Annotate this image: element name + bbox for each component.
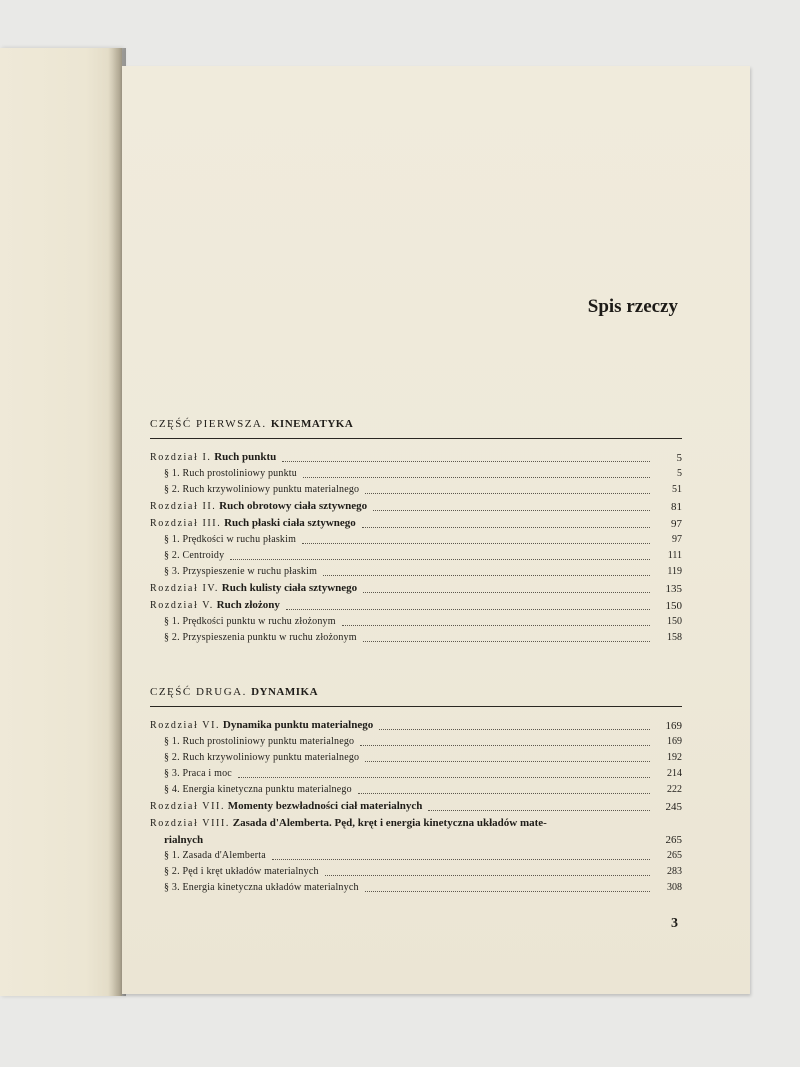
dot-leader	[230, 559, 650, 560]
page-ref: 51	[672, 484, 682, 495]
subsection-label: § 4. Energia kinetyczna punktu materialnego	[164, 784, 352, 795]
dot-leader	[363, 641, 650, 642]
page-ref: 222	[667, 784, 682, 795]
toc-subsection-row	[150, 563, 682, 579]
dot-leader	[286, 609, 650, 610]
subsection-label: § 2. Ruch krzywoliniowy punktu materialnego	[164, 752, 360, 763]
toc-subsection-row	[150, 863, 682, 879]
toc-list	[150, 717, 682, 895]
page-ref: 97	[672, 534, 682, 545]
page-number: 3	[671, 916, 678, 931]
chapter-title-continued: rialnych	[164, 834, 204, 846]
toc-subsection-row	[150, 879, 682, 895]
page-ref: 111	[667, 550, 682, 561]
toc-subsection-row	[150, 847, 682, 863]
subsection-label: § 2. Pęd i kręt układów materialnych	[164, 866, 319, 877]
toc-subsection-row	[150, 733, 682, 749]
subsection-label: § 1. Ruch prostoliniowy punktu materialnego	[164, 736, 355, 747]
page-ref: 81	[671, 501, 682, 513]
subsection-label: § 2. Ruch krzywoliniowy punktu materialnego	[164, 484, 360, 495]
chapter-prefix: Rozdział II.	[150, 501, 217, 512]
chapter-title: Ruch kulisty ciała sztywnego	[221, 582, 358, 594]
subsection-label: § 1. Ruch prostoliniowy punktu	[164, 468, 297, 479]
chapter-label	[150, 816, 547, 831]
toc-subsection-row	[150, 765, 682, 781]
dot-leader	[342, 625, 650, 626]
page-ref: 97	[671, 518, 682, 530]
chapter-label	[150, 499, 367, 514]
subsection-label: § 3. Przyspieszenie w ruchu płaskim	[164, 566, 318, 577]
toc-subsection-row	[150, 547, 682, 563]
page-title: Spis rzeczy	[587, 296, 678, 317]
subsection-label: § 1. Prędkości w ruchu płaskim	[164, 534, 297, 545]
dot-leader	[272, 859, 650, 860]
subsection-label: § 3. Energia kinetyczna układów materialnych	[164, 882, 359, 893]
chapter-title: Momenty bezwładności ciał materialnych	[227, 800, 423, 812]
chapter-prefix: Rozdział IV.	[150, 583, 220, 594]
subsection-label: § 2. Przyspieszenia punktu w ruchu złożonym	[164, 632, 357, 643]
toc-chapter-row-continued	[150, 831, 682, 847]
page-ref: 169	[667, 736, 682, 747]
toc-chapter-row	[150, 717, 682, 733]
page-ref: 5	[676, 452, 682, 464]
page-ref: 265	[667, 850, 682, 861]
chapter-title: Ruch złożony	[216, 599, 280, 611]
page-ref: 5	[677, 468, 682, 479]
toc-subsection-row	[150, 629, 682, 645]
toc-chapter-row	[150, 597, 682, 613]
dot-leader	[365, 761, 650, 762]
chapter-prefix: Rozdział I.	[150, 452, 212, 463]
chapter-label	[150, 718, 373, 733]
chapter-title: Zasada d'Alemberta. Pęd, kręt i energia kinetyczna układów mate-	[232, 817, 547, 829]
chapter-label	[150, 581, 357, 596]
chapter-label	[150, 598, 280, 613]
toc-list	[150, 449, 682, 645]
chapter-label	[150, 450, 276, 465]
chapter-label	[150, 516, 356, 531]
dot-leader	[303, 477, 650, 478]
subsection-label: § 2. Centroidy	[164, 550, 225, 561]
page-ref: 158	[667, 632, 682, 643]
page-ref: 214	[667, 768, 682, 779]
page-ref: 192	[667, 752, 682, 763]
page-ref: 150	[665, 600, 682, 612]
section-label: CZĘŚĆ DRUGA.	[150, 686, 247, 698]
toc-subsection-row	[150, 781, 682, 797]
section-name: DYNAMIKA	[251, 686, 319, 698]
toc-chapter-row	[150, 815, 682, 831]
section-kinematyka	[150, 418, 682, 645]
chapter-label	[150, 799, 422, 814]
dot-leader	[373, 510, 650, 511]
page-ref: 283	[667, 866, 682, 877]
chapter-prefix: Rozdział V.	[150, 600, 214, 611]
page-ref: 150	[667, 616, 682, 627]
dot-leader	[428, 810, 650, 811]
subsection-label: § 1. Zasada d'Alemberta	[164, 850, 266, 861]
section-name: KINEMATYKA	[270, 418, 354, 430]
page-ref: 245	[665, 801, 682, 813]
dot-leader	[325, 875, 650, 876]
dot-leader	[363, 592, 650, 593]
dot-leader	[358, 793, 650, 794]
page-ref: 119	[667, 566, 682, 577]
subsection-label: § 1. Prędkości punktu w ruchu złożonym	[164, 616, 336, 627]
dot-leader	[360, 745, 650, 746]
chapter-prefix: Rozdział III.	[150, 518, 222, 529]
dot-leader	[365, 891, 650, 892]
page-ref: 169	[665, 720, 682, 732]
chapter-title: Ruch punktu	[214, 451, 277, 463]
toc-subsection-row	[150, 749, 682, 765]
chapter-title: Ruch płaski ciała sztywnego	[224, 517, 356, 529]
chapter-title: Ruch obrotowy ciała sztywnego	[219, 500, 368, 512]
dot-leader	[282, 461, 650, 462]
toc-chapter-row	[150, 515, 682, 531]
chapter-title: Dynamika punktu materialnego	[222, 719, 374, 731]
dot-leader	[238, 777, 650, 778]
subsection-label: § 3. Praca i moc	[164, 768, 232, 779]
chapter-label	[164, 833, 203, 847]
dot-leader	[323, 575, 650, 576]
toc-subsection-row	[150, 481, 682, 497]
dot-leader	[362, 527, 650, 528]
left-page	[0, 48, 122, 996]
chapter-prefix: Rozdział VIII.	[150, 818, 230, 829]
page-ref: 265	[665, 834, 682, 846]
chapter-prefix: Rozdział VI.	[150, 720, 221, 731]
chapter-prefix: Rozdział VII.	[150, 801, 226, 812]
toc-chapter-row	[150, 498, 682, 514]
toc-subsection-row	[150, 465, 682, 481]
toc-subsection-row	[150, 613, 682, 629]
section-label: CZĘŚĆ PIERWSZA.	[150, 418, 267, 430]
toc-chapter-row	[150, 798, 682, 814]
right-page	[122, 66, 750, 994]
dot-leader	[365, 493, 650, 494]
page-ref: 135	[665, 583, 682, 595]
section-heading	[150, 686, 682, 707]
dot-leader	[379, 729, 650, 730]
section-heading	[150, 418, 682, 439]
section-dynamika	[150, 686, 682, 895]
toc-chapter-row	[150, 449, 682, 465]
toc-chapter-row	[150, 580, 682, 596]
toc-subsection-row	[150, 531, 682, 547]
dot-leader	[302, 543, 650, 544]
page-ref: 308	[667, 882, 682, 893]
